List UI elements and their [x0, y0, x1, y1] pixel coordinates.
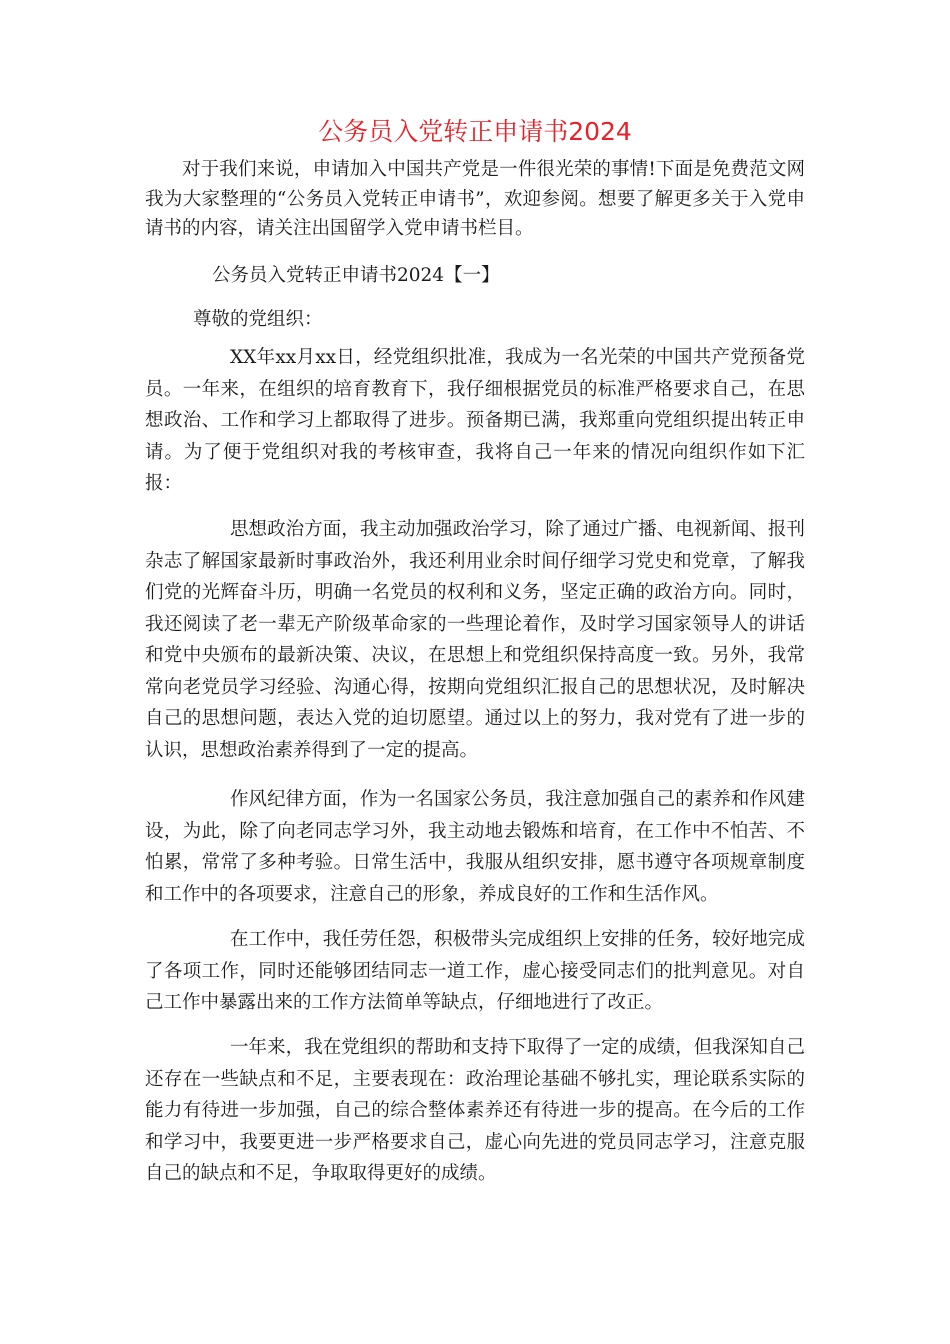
body-paragraph-2: 思想政治方面，我主动加强政治学习，除了通过广播、电视新闻、报刊杂志了解国家最新时事政治外，我还利用业余时间仔细学习党史和党章，了解我们党的光辉奋斗历，明确一名党员的权利和义务，坚定正确的政治方向。同时，我还阅读了老一辈无产阶级革命家的一些理论着作，及时学习国家领导人的讲话和党中央颁布的最新决策、决议，在思想上和党组织保持高度一致。另外，我常常向老党员学习经验、沟通心得，按期向党组织汇报自己的思想状况，及时解决自己的思想问题，表达入党的迫切愿望。通过以上的努力，我对党有了进一步的认识，思想政治素养得到了一定的提高。: [145, 519, 805, 761]
body-paragraph-1: XX年xx月xx日，经党组织批准，我成为一名光荣的中国共产党预备党员。一年来，在组织的培育教育下，我仔细根据党员的标准严格要求自己，在思想政治、工作和学习上都取得了进步。预备期已满，我郑重向党组织提出转正申请。为了便于党组织对我的考核审查，我将自己一年来的情况向组织作如下汇报：: [145, 347, 805, 494]
intro-paragraph: 对于我们来说，申请加入中国共产党是一件很光荣的事情!下面是免费范文网我为大家整理的“公务员入党转正申请书”，欢迎参阅。想要了解更多关于入党申请书的内容，请关注出国留学入党申请书栏目。: [145, 159, 805, 239]
salutation: 尊敬的党组织：: [193, 309, 323, 330]
body-paragraph-4: 在工作中，我任劳任怨，积极带头完成组织上安排的任务，较好地完成了各项工作，同时还能够团结同志一道工作，虚心接受同志们的批判意见。对自己工作中暴露出来的工作方法简单等缺点，仔细地进行了改正。: [145, 929, 805, 1013]
body-paragraph-3: 作风纪律方面，作为一名国家公务员，我注意加强自己的素养和作风建设，为此，除了向老同志学习外，我主动地去锻炼和培育，在工作中不怕苦、不怕累，常常了多种考验。日常生活中，我服从组织安排，愿书遵守各项规章制度和工作中的各项要求，注意自己的形象，养成良好的工作和生活作风。: [145, 789, 805, 905]
document-subtitle: 公务员入党转正申请书2024【一】: [212, 265, 500, 286]
body-paragraph-5: 一年来，我在党组织的帮助和支持下取得了一定的成绩，但我深知自己还存在一些缺点和不足，主要表现在：政治理论基础不够扎实，理论联系实际的能力有待进一步加强，自己的综合整体素养还有待进一步的提高。在今后的工作和学习中，我要更进一步严格要求自己，虚心向先进的党员同志学习，注意克服自己的缺点和不足，争取取得更好的成绩。: [145, 1037, 805, 1184]
document-title: 公务员入党转正申请书2024: [318, 117, 632, 146]
